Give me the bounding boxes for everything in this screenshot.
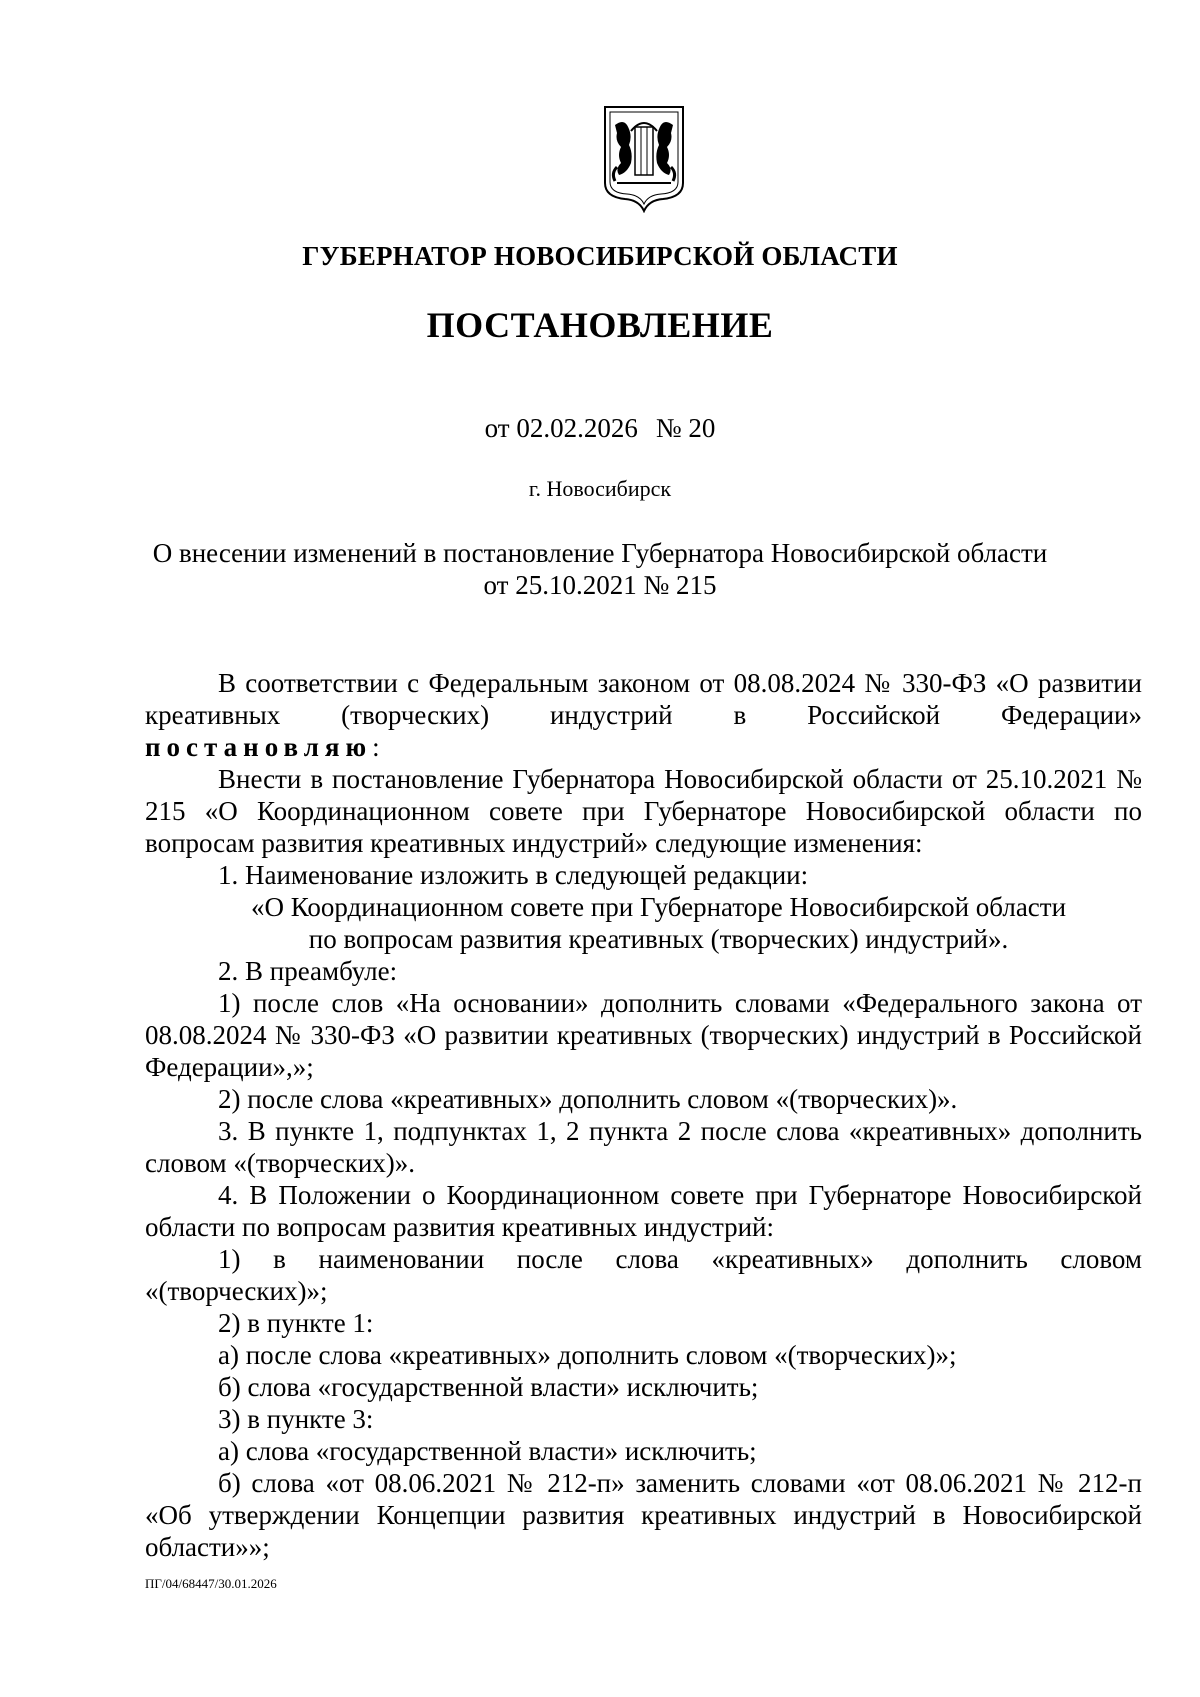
item-2-2: 2) после слова «креативных» дополнить словом «(творческих)». [218,1084,958,1114]
document-body [145,667,1142,1563]
item-4-3: 3) в пункте 3: [218,1404,374,1434]
decree-colon: : [372,732,380,762]
item-4-2-b: б) слова «государственной власти» исключить; [218,1372,759,1402]
decree-line [145,731,1142,763]
document-number: № 20 [655,413,716,443]
item-1: 1. Наименование изложить в следующей редакции: [218,860,809,890]
preamble-line-2: креативных (творческих) индустрий в Российской Федерации» [145,700,1142,730]
subject-line-1: О внесении изменений в постановление Губернатора Новосибирской области [152,538,1048,568]
quote-line-2: по вопросам развития креативных (творческих) индустрий». [308,924,1009,954]
preamble-line-1: В соответствии с Федеральным законом от 08.08.2024 № 330-ФЗ «О развитии [218,668,1142,698]
document-date: от 02.02.2026 [484,413,638,443]
quote-line-1: «О Координационном совете при Губернаторе Новосибирской области [250,892,1067,922]
item-2: 2. В преамбуле: [218,956,398,986]
item-4: 4. В Положении о Координационном совете при Губернаторе Новосибирской области по вопросам развития креативных индустрий: [145,1180,1142,1242]
issuing-authority-title: ГУБЕРНАТОР НОВОСИБИРСКОЙ ОБЛАСТИ [302,241,898,271]
item-4-3-a: а) слова «государственной власти» исключить; [218,1436,757,1466]
item-4-2-a: а) после слова «креативных» дополнить словом «(творческих)»; [218,1340,957,1370]
item-3: 3. В пункте 1, подпунктах 1, 2 пункта 2 после слова «креативных» дополнить словом «(творческих)». [145,1116,1142,1178]
document-subject [150,537,1050,601]
city-line: г. Новосибирск [528,476,672,501]
item-2-1: 1) после слов «На основании» дополнить словами «Федерального закона от 08.08.2024 № 330-ФЗ «О развитии креативных (творческих) индустрий в Российской Федерации»,»; [145,988,1142,1082]
decree-word: постановляю [145,732,373,762]
item-4-2: 2) в пункте 1: [218,1308,374,1338]
item-4-3-b: б) слова «от 08.06.2021 № 212-п» заменить словами «от 08.06.2021 № 212-п «Об утверждении Концепции развития креативных индустрий в Новосибирской области»»; [145,1468,1142,1562]
document-type-title: ПОСТАНОВЛЕНИЕ [426,305,774,345]
novosibirsk-coat-of-arms-icon [601,105,687,213]
date-number-line [0,410,1200,446]
subject-line-2: от 25.10.2021 № 215 [483,570,717,600]
document-registration-code: ПГ/04/68447/30.01.2026 [145,1576,277,1591]
intro-paragraph: Внести в постановление Губернатора Новосибирской области от 25.10.2021 № 215 «О Координационном совете при Губернаторе Новосибирской области по вопросам развития креативных индустрий» следующие изменения: [145,764,1142,858]
item-4-1: 1) в наименовании после слова «креативных» дополнить словом «(творческих)»; [145,1244,1142,1306]
